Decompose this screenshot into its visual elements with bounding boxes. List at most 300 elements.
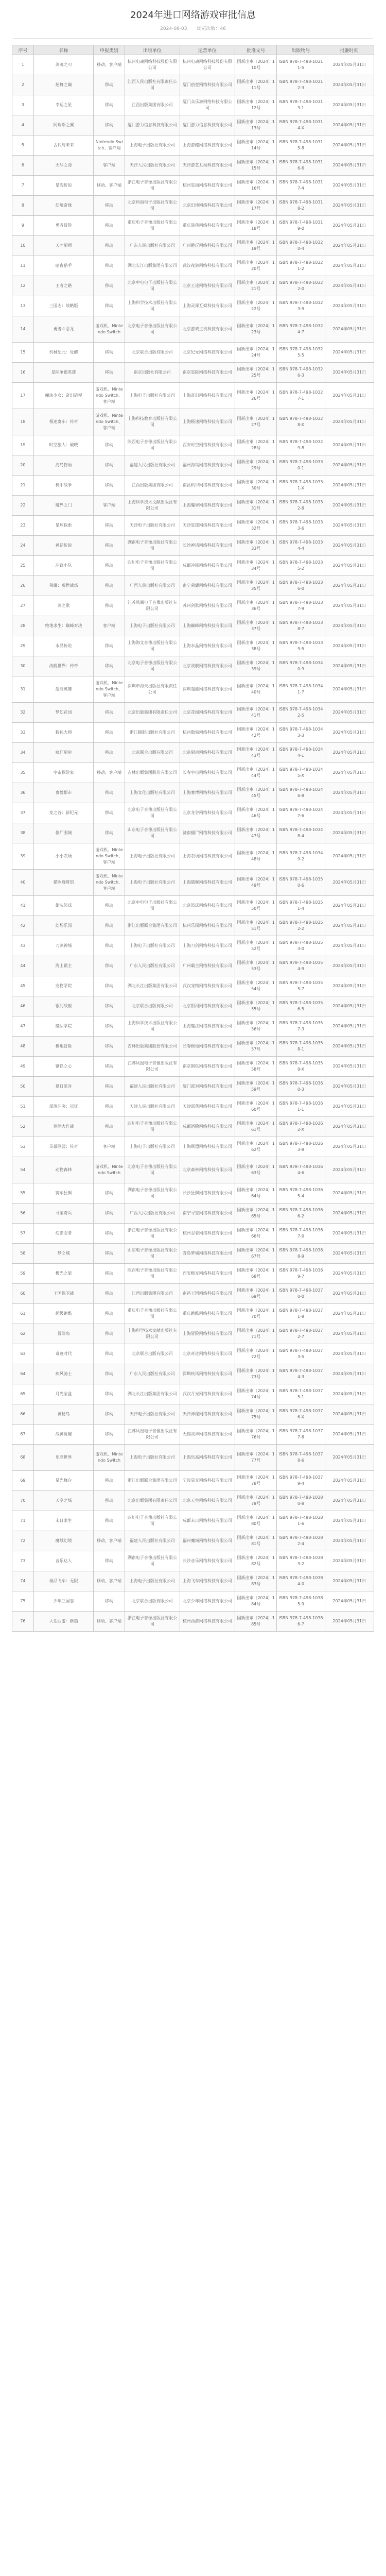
cell-isbn: ISBN 978-7-498-10317-4	[277, 176, 325, 196]
cell-category: 移动	[94, 1304, 125, 1324]
table-row	[12, 596, 374, 616]
cell-publisher: 江西人民出版社有限责任公司	[125, 75, 180, 95]
cell-operator: 苏州剑歌网络科技有限公司	[180, 596, 235, 616]
cell-date: 2024年05月31日	[325, 115, 374, 135]
cell-name: 星光舞台	[33, 1471, 93, 1491]
cell-name: 无尽之海	[33, 156, 93, 176]
cell-category: 移动	[94, 1551, 125, 1571]
cell-date: 2024年05月31日	[325, 743, 374, 763]
cell-isbn: ISBN 978-7-498-10367-0	[277, 1224, 325, 1244]
cell-approval-no: 国新出审〔2024〕185号	[235, 1612, 276, 1632]
cell-approval-no: 国新出审〔2024〕111号	[235, 75, 276, 95]
cell-approval-no: 国新出审〔2024〕127号	[235, 409, 276, 435]
cell-date: 2024年05月31日	[325, 1571, 374, 1591]
cell-category: 客户端	[94, 616, 125, 636]
header-isbn: 出版物号	[277, 45, 325, 55]
table-row	[12, 1384, 374, 1404]
cell-operator: 西安时空网络科技有限公司	[180, 435, 235, 455]
cell-operator: 南京钢铁网络科技有限公司	[180, 1057, 235, 1077]
cell-publisher: 北京中电电子出版社有限公司	[125, 276, 180, 296]
cell-category: 移动	[94, 476, 125, 496]
header-operator: 运营单位	[180, 45, 235, 55]
cell-isbn: ISBN 978-7-498-10383-2	[277, 1551, 325, 1571]
cell-isbn: ISBN 978-7-498-10362-X	[277, 1117, 325, 1137]
cell-name: 少年三国志	[33, 1591, 93, 1612]
cell-publisher: 上海电子出版社有限公司	[125, 843, 180, 870]
cell-name: 龙之谷：新纪元	[33, 803, 93, 823]
cell-no: 3	[12, 95, 34, 115]
cell-no: 57	[12, 1224, 34, 1244]
cell-name: 神话传说	[33, 536, 93, 556]
cell-isbn: ISBN 978-7-498-10331-X	[277, 476, 325, 496]
cell-name: 幻想乐园	[33, 916, 93, 936]
cell-operator: 上海魔界网络科技有限公司	[180, 496, 235, 516]
cell-no: 41	[12, 896, 34, 916]
cell-approval-no: 国新出审〔2024〕162号	[235, 1137, 276, 1157]
cell-operator: 北京战舰网络科技有限公司	[180, 656, 235, 676]
cell-name: 极品飞车：无限	[33, 1571, 93, 1591]
cell-date: 2024年05月31日	[325, 1531, 374, 1551]
cell-operator: 北京奇迹网络科技有限公司	[180, 1344, 235, 1364]
cell-category: 移动	[94, 936, 125, 956]
cell-approval-no: 国新出审〔2024〕119号	[235, 236, 276, 256]
cell-operator: 成都冲锋网络科技有限公司	[180, 556, 235, 576]
table-row	[12, 556, 374, 576]
cell-approval-no: 国新出审〔2024〕131号	[235, 496, 276, 516]
cell-publisher: 江西出版集团有限公司	[125, 476, 180, 496]
table-row	[12, 1304, 374, 1324]
cell-category: 移动	[94, 783, 125, 803]
cell-date: 2024年05月31日	[325, 1304, 374, 1324]
cell-date: 2024年05月31日	[325, 823, 374, 843]
publish-date: 2024-06-03	[160, 26, 187, 31]
cell-name: 僵尸围城	[33, 823, 93, 843]
cell-publisher: 北京电子音像出版社有限公司	[125, 1157, 180, 1183]
cell-operator: 南京星际网络科技有限公司	[180, 363, 235, 383]
cell-no: 7	[12, 176, 34, 196]
table-row	[12, 1117, 374, 1137]
cell-name: 战神觉醒	[33, 1425, 93, 1445]
cell-approval-no: 国新出审〔2024〕117号	[235, 196, 276, 216]
cell-operator: 武汉月光网络科技有限公司	[180, 1384, 235, 1404]
cell-category: 移动	[94, 1491, 125, 1511]
cell-isbn: ISBN 978-7-498-10358-1	[277, 1037, 325, 1057]
cell-date: 2024年05月31日	[325, 1077, 374, 1097]
cell-operator: 杭州电魂网络科技股份有限公司	[180, 55, 235, 75]
table-row	[12, 1057, 374, 1077]
cell-category: 移动	[94, 1344, 125, 1364]
cell-no: 14	[12, 316, 34, 343]
cell-publisher: 江苏凤凰电子音像出版社有限公司	[125, 1057, 180, 1077]
cell-approval-no: 国新出审〔2024〕170号	[235, 1304, 276, 1324]
cell-isbn: ISBN 978-7-498-10313-1	[277, 95, 325, 115]
cell-approval-no: 国新出审〔2024〕181号	[235, 1531, 276, 1551]
cell-operator: 北京纪元网络科技有限公司	[180, 343, 235, 363]
cell-no: 30	[12, 656, 34, 676]
table-row	[12, 743, 374, 763]
cell-approval-no: 国新出审〔2024〕142号	[235, 723, 276, 743]
cell-operator: 南昌王国网络科技有限公司	[180, 1284, 235, 1304]
cell-isbn: ISBN 978-7-498-10330-1	[277, 455, 325, 476]
cell-operator: 杭州忍者网络科技有限公司	[180, 1224, 235, 1244]
cell-approval-no: 国新出审〔2024〕138号	[235, 636, 276, 656]
cell-category: 移动	[94, 1244, 125, 1264]
table-row	[12, 1471, 374, 1491]
cell-no: 35	[12, 763, 34, 783]
cell-isbn: ISBN 978-7-498-10333-6	[277, 516, 325, 536]
cell-name: 炫舞之巅	[33, 75, 93, 95]
cell-no: 53	[12, 1137, 34, 1157]
cell-date: 2024年05月31日	[325, 296, 374, 316]
table-row	[12, 1204, 374, 1224]
cell-publisher: 深圳市海天出版社有限责任公司	[125, 676, 180, 703]
cell-name: 绝地求生：巅峰对决	[33, 616, 93, 636]
cell-publisher: 湖南电子音像出版社有限公司	[125, 1183, 180, 1204]
cell-date: 2024年05月31日	[325, 363, 374, 383]
cell-category: 移动	[94, 556, 125, 576]
cell-date: 2024年05月31日	[325, 536, 374, 556]
cell-category: 移动	[94, 236, 125, 256]
cell-category: 移动	[94, 95, 125, 115]
cell-name: 超能英雄	[33, 676, 93, 703]
cell-category: 移动	[94, 1037, 125, 1057]
cell-date: 2024年05月31日	[325, 476, 374, 496]
cell-publisher: 上海电子出版社有限公司	[125, 1445, 180, 1471]
cell-operator: 上海农场网络科技有限公司	[180, 843, 235, 870]
cell-approval-no: 国新出审〔2024〕122号	[235, 296, 276, 316]
table-row	[12, 843, 374, 870]
cell-date: 2024年05月31日	[325, 236, 374, 256]
cell-approval-no: 国新出审〔2024〕118号	[235, 216, 276, 236]
view-count: 浏览次数：46	[197, 26, 226, 31]
cell-name: 时空旅人：破晓	[33, 435, 93, 455]
cell-date: 2024年05月31日	[325, 576, 374, 596]
table-row	[12, 1591, 374, 1612]
cell-publisher: 上海电子出版社有限公司	[125, 936, 180, 956]
cell-approval-no: 国新出审〔2024〕126号	[235, 383, 276, 409]
cell-category: 游戏机、Nintendo Switch	[94, 316, 125, 343]
cell-publisher: 四川电子音像出版社有限公司	[125, 1117, 180, 1137]
table-row	[12, 676, 374, 703]
cell-no: 25	[12, 556, 34, 576]
cell-no: 68	[12, 1445, 34, 1471]
cell-no: 65	[12, 1384, 34, 1404]
cell-publisher: 福建人民出版社有限公司	[125, 1077, 180, 1097]
cell-name: 大话西游：新篇	[33, 1612, 93, 1632]
table-row	[12, 95, 374, 115]
cell-isbn: ISBN 978-7-498-10320-4	[277, 236, 325, 256]
cell-approval-no: 国新出审〔2024〕160号	[235, 1097, 276, 1117]
cell-no: 37	[12, 803, 34, 823]
cell-publisher: 天津人民出版社有限公司	[125, 1097, 180, 1117]
cell-no: 27	[12, 596, 34, 616]
cell-category: Nintendo Switch、客户端	[94, 135, 125, 156]
cell-no: 46	[12, 996, 34, 1016]
cell-date: 2024年05月31日	[325, 1551, 374, 1571]
cell-publisher: 天津电子出版社有限公司	[125, 516, 180, 536]
cell-name: 海岛物语	[33, 455, 93, 476]
cell-date: 2024年05月31日	[325, 196, 374, 216]
cell-approval-no: 国新出审〔2024〕175号	[235, 1404, 276, 1425]
cell-name: 乐高世界	[33, 1445, 93, 1471]
table-row	[12, 1157, 374, 1183]
cell-publisher: 湖北长江出版集团有限公司	[125, 976, 180, 996]
table-row	[12, 496, 374, 516]
cell-operator: 北京幻境网络科技有限公司	[180, 196, 235, 216]
table-row	[12, 636, 374, 656]
cell-no: 9	[12, 216, 34, 236]
cell-date: 2024年05月31日	[325, 556, 374, 576]
table-row	[12, 75, 374, 95]
cell-name: 勇者冒险	[33, 216, 93, 236]
cell-operator: 长沙狂飙网络科技有限公司	[180, 1183, 235, 1204]
cell-no: 31	[12, 676, 34, 703]
table-row	[12, 1404, 374, 1425]
header-date: 批准时间	[325, 45, 374, 55]
cell-isbn: ISBN 978-7-498-10380-8	[277, 1491, 325, 1511]
cell-publisher: 上海电子出版社有限公司	[125, 1571, 180, 1591]
cell-operator: 广州霸主网络科技有限公司	[180, 956, 235, 976]
cell-publisher: 厦门游力信息科技有限公司	[125, 115, 180, 135]
cell-no: 19	[12, 435, 34, 455]
cell-no: 22	[12, 496, 34, 516]
cell-isbn: ISBN 978-7-498-10377-8	[277, 1425, 325, 1445]
cell-approval-no: 国新出审〔2024〕151号	[235, 916, 276, 936]
cell-category: 移动	[94, 656, 125, 676]
cell-operator: 济南僵尸网络科技有限公司	[180, 823, 235, 843]
cell-no: 66	[12, 1404, 34, 1425]
table-row	[12, 536, 374, 556]
cell-date: 2024年05月31日	[325, 1224, 374, 1244]
cell-date: 2024年05月31日	[325, 1364, 374, 1384]
cell-date: 2024年05月31日	[325, 1511, 374, 1531]
cell-publisher: 广东人民出版社有限公司	[125, 1364, 180, 1384]
cell-approval-no: 国新出审〔2024〕139号	[235, 656, 276, 676]
cell-no: 4	[12, 115, 34, 135]
cell-operator: 上海赛博网络科技有限公司	[180, 783, 235, 803]
cell-approval-no: 国新出审〔2024〕123号	[235, 316, 276, 343]
table-row	[12, 1511, 374, 1531]
table-row	[12, 176, 374, 196]
cell-approval-no: 国新出审〔2024〕180号	[235, 1511, 276, 1531]
cell-name: 水晶传说	[33, 636, 93, 656]
cell-operator: 天津星球网络科技有限公司	[180, 516, 235, 536]
table-row	[12, 115, 374, 135]
cell-isbn: ISBN 978-7-498-10374-3	[277, 1364, 325, 1384]
cell-approval-no: 国新出审〔2024〕155号	[235, 996, 276, 1016]
cell-operator: 武汉宠物网络科技有限公司	[180, 976, 235, 996]
cell-operator: 上海水晶网络科技有限公司	[180, 636, 235, 656]
header-name: 名称	[33, 45, 93, 55]
table-header-row	[12, 45, 374, 55]
cell-no: 20	[12, 455, 34, 476]
cell-name: 夏日派对	[33, 1077, 93, 1097]
cell-publisher: 北京联合出版有限公司	[125, 1344, 180, 1364]
cell-publisher: 北京联合出版有限公司	[125, 1591, 180, 1612]
cell-category: 移动	[94, 1057, 125, 1077]
cell-no: 33	[12, 723, 34, 743]
cell-publisher: 湖北长江出版集团有限公司	[125, 1384, 180, 1404]
cell-date: 2024年05月31日	[325, 435, 374, 455]
cell-operator: 北京森林网络科技有限公司	[180, 1157, 235, 1183]
cell-date: 2024年05月31日	[325, 55, 374, 75]
cell-no: 61	[12, 1304, 34, 1324]
page-title: 2024年进口网络游戏审批信息	[130, 10, 256, 21]
cell-approval-no: 国新出审〔2024〕115号	[235, 156, 276, 176]
table-row	[12, 476, 374, 496]
cell-name: 部落冲突：远征	[33, 1097, 93, 1117]
cell-approval-no: 国新出审〔2024〕158号	[235, 1057, 276, 1077]
table-row	[12, 723, 374, 743]
cell-no: 10	[12, 236, 34, 256]
cell-isbn: ISBN 978-7-498-10355-7	[277, 976, 325, 996]
cell-date: 2024年05月31日	[325, 455, 374, 476]
cell-operator: 长春宇宙网络科技有限公司	[180, 763, 235, 783]
cell-date: 2024年05月31日	[325, 803, 374, 823]
cell-isbn: ISBN 978-7-498-10315-8	[277, 135, 325, 156]
cell-isbn: ISBN 978-7-498-10352-2	[277, 916, 325, 936]
cell-publisher: 上海科学技术文献出版社有限公司	[125, 496, 180, 516]
table-row	[12, 1425, 374, 1445]
cell-isbn: ISBN 978-7-498-10350-6	[277, 870, 325, 896]
cell-operator: 长春极地网络科技有限公司	[180, 1037, 235, 1057]
cell-date: 2024年05月31日	[325, 656, 374, 676]
cell-no: 5	[12, 135, 34, 156]
cell-approval-no: 国新出审〔2024〕172号	[235, 1344, 276, 1364]
cell-isbn: ISBN 978-7-498-10375-1	[277, 1384, 325, 1404]
cell-date: 2024年05月31日	[325, 95, 374, 115]
cell-operator: 上海奇幻网络科技有限公司	[180, 383, 235, 409]
cell-name: 魔法学院	[33, 1016, 93, 1037]
cell-date: 2024年05月31日	[325, 636, 374, 656]
cell-category: 移动	[94, 1097, 125, 1117]
cell-approval-no: 国新出审〔2024〕121号	[235, 276, 276, 296]
cell-date: 2024年05月31日	[325, 1344, 374, 1364]
cell-approval-no: 国新出审〔2024〕163号	[235, 1157, 276, 1183]
cell-isbn: ISBN 978-7-498-10360-3	[277, 1077, 325, 1097]
cell-name: 剑魂之刃	[33, 55, 93, 75]
table-row	[12, 55, 374, 75]
cell-isbn: ISBN 978-7-498-10341-7	[277, 676, 325, 703]
cell-approval-no: 国新出审〔2024〕112号	[235, 95, 276, 115]
cell-category: 移动	[94, 1425, 125, 1445]
cell-publisher: 陕西电子音像出版社有限公司	[125, 435, 180, 455]
cell-operator: 天津游艺互动科技有限公司	[180, 156, 235, 176]
cell-category: 移动	[94, 1204, 125, 1224]
cell-category: 移动	[94, 596, 125, 616]
cell-name: 街头篮球	[33, 896, 93, 916]
cell-no: 13	[12, 296, 34, 316]
cell-no: 44	[12, 956, 34, 976]
cell-isbn: ISBN 978-7-498-10342-5	[277, 703, 325, 723]
cell-isbn: ISBN 978-7-498-10354-9	[277, 956, 325, 976]
table-row	[12, 1183, 374, 1204]
cell-isbn: ISBN 978-7-498-10368-9	[277, 1244, 325, 1264]
table-row	[12, 1364, 374, 1384]
table-row	[12, 276, 374, 296]
cell-publisher: 湖南电子音像出版社有限公司	[125, 1551, 180, 1571]
cell-isbn: ISBN 978-7-498-10370-0	[277, 1284, 325, 1304]
cell-approval-no: 国新出审〔2024〕133号	[235, 536, 276, 556]
cell-name: 末日求生	[33, 1511, 93, 1531]
table-row	[12, 363, 374, 383]
cell-category: 移动	[94, 516, 125, 536]
cell-no: 62	[12, 1324, 34, 1344]
cell-isbn: ISBN 978-7-498-10376-X	[277, 1404, 325, 1425]
table-row	[12, 896, 374, 916]
cell-name: 赛博都市	[33, 783, 93, 803]
cell-date: 2024年05月31日	[325, 916, 374, 936]
cell-approval-no: 国新出审〔2024〕148号	[235, 843, 276, 870]
table-row	[12, 196, 374, 216]
cell-date: 2024年05月31日	[325, 956, 374, 976]
cell-name: 星海传说	[33, 176, 93, 196]
cell-isbn: ISBN 978-7-498-10369-7	[277, 1264, 325, 1284]
table-row	[12, 455, 374, 476]
cell-isbn: ISBN 978-7-498-10314-X	[277, 115, 325, 135]
cell-name: 梦之城	[33, 1244, 93, 1264]
cell-operator: 广州趣玩网络科技有限公司	[180, 236, 235, 256]
table-row	[12, 870, 374, 896]
cell-category: 移动	[94, 536, 125, 556]
table-row	[12, 1097, 374, 1117]
cell-name: 赛车狂飙	[33, 1183, 93, 1204]
table-row	[12, 135, 374, 156]
cell-no: 34	[12, 743, 34, 763]
cell-publisher: 北京科海电子出版社有限公司	[125, 196, 180, 216]
cell-isbn: ISBN 978-7-498-10378-6	[277, 1445, 325, 1471]
cell-publisher: 山东电子音像出版社有限公司	[125, 823, 180, 843]
cell-operator: 西安极光网络科技有限公司	[180, 1264, 235, 1284]
cell-no: 40	[12, 870, 34, 896]
cell-name: 刀剑神域	[33, 936, 93, 956]
cell-operator: 成都消除网络科技有限公司	[180, 1117, 235, 1137]
cell-operator: 北京篮球网络科技有限公司	[180, 896, 235, 916]
cell-name: 三国志：战略版	[33, 296, 93, 316]
cell-date: 2024年05月31日	[325, 1204, 374, 1224]
cell-no: 73	[12, 1551, 34, 1571]
cell-operator: 北京游戏主机科技有限公司	[180, 316, 235, 343]
cell-approval-no: 国新出审〔2024〕169号	[235, 1284, 276, 1304]
cell-publisher: 广东人民出版社有限公司	[125, 956, 180, 976]
cell-publisher: 北京中电电子出版社有限公司	[125, 896, 180, 916]
cell-name: 极地冒险	[33, 1037, 93, 1057]
cell-isbn: ISBN 978-7-498-10326-3	[277, 363, 325, 383]
cell-category: 游戏机、Nintendo Switch、客户端	[94, 870, 125, 896]
cell-operator: 上海冒险网络科技有限公司	[180, 1324, 235, 1344]
cell-publisher: 浙江摄影出版社有限公司	[125, 723, 180, 743]
cell-date: 2024年05月31日	[325, 383, 374, 409]
cell-approval-no: 国新出审〔2024〕171号	[235, 1324, 276, 1344]
cell-publisher: 天津电子出版社有限公司	[125, 1404, 180, 1425]
cell-date: 2024年05月31日	[325, 256, 374, 276]
cell-category: 移动	[94, 976, 125, 996]
table-row	[12, 976, 374, 996]
cell-isbn: ISBN 978-7-498-10386-7	[277, 1612, 325, 1632]
cell-no: 29	[12, 636, 34, 656]
cell-no: 12	[12, 276, 34, 296]
cell-publisher: 上海科技教育出版社有限公司	[125, 409, 180, 435]
cell-category: 移动	[94, 636, 125, 656]
cell-approval-no: 国新出审〔2024〕167号	[235, 1244, 276, 1264]
cell-date: 2024年05月31日	[325, 1404, 374, 1425]
cell-date: 2024年05月31日	[325, 156, 374, 176]
table-row	[12, 1445, 374, 1471]
cell-name: 消除大作战	[33, 1117, 93, 1137]
table-row	[12, 1244, 374, 1264]
cell-approval-no: 国新出审〔2024〕176号	[235, 1425, 276, 1445]
cell-operator: 北京厨房网络科技有限公司	[180, 743, 235, 763]
